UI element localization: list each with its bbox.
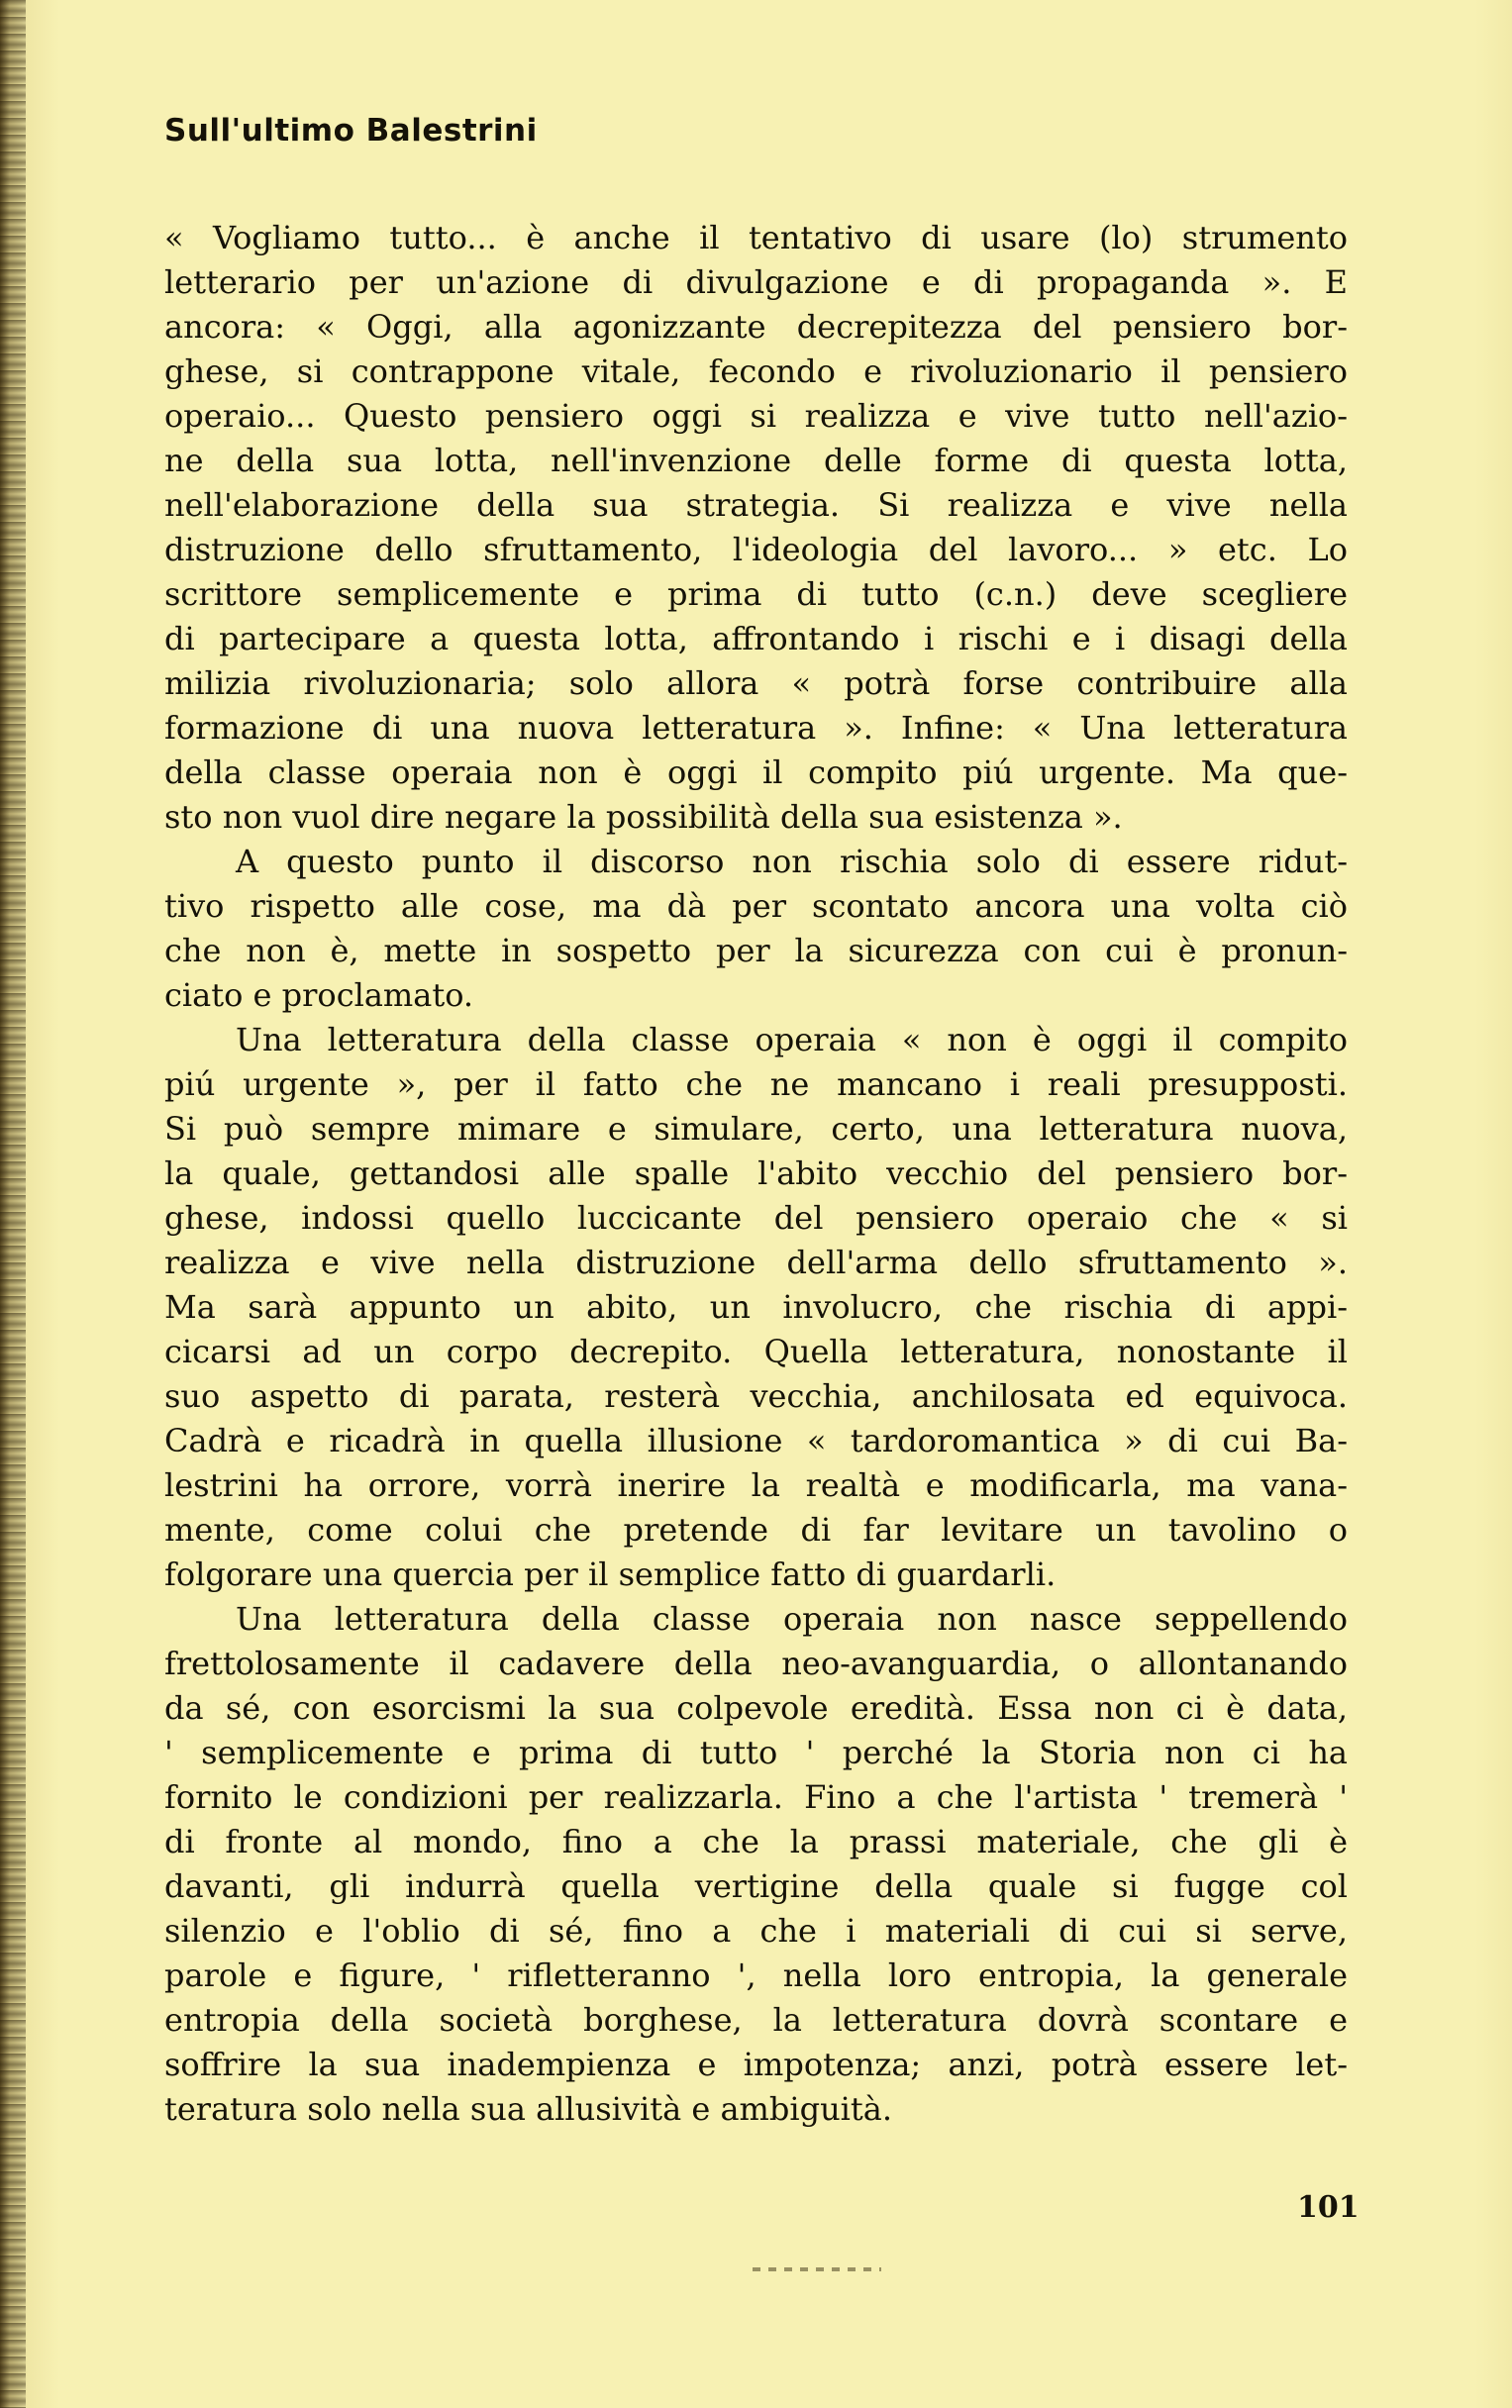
text-line: Ma sarà appunto un abito, un involucro, che rischia di appi- [164, 1288, 1348, 1326]
text-line: distruzione dello sfruttamento, l'ideologia del lavoro... » etc. Lo [164, 531, 1348, 568]
text-line: piú urgente », per il fatto che ne mancano i reali presupposti. [164, 1065, 1348, 1103]
text-line: da sé, con esorcismi la sua colpevole eredità. Essa non ci è data, [164, 1689, 1348, 1727]
text-line: frettolosamente il cadavere della neo-avanguardia, o allontanando [164, 1645, 1348, 1682]
text-line: realizza e vive nella distruzione dell'arma dello sfruttamento ». [164, 1244, 1348, 1281]
text-line: che non è, mette in sospetto per la sicurezza con cui è pronun- [164, 932, 1348, 969]
text-line: cicarsi ad un corpo decrepito. Quella letteratura, nonostante il [164, 1333, 1348, 1370]
page-number: 101 [1297, 2190, 1360, 2225]
text-line: scrittore semplicemente e prima di tutto (c.n.) deve scegliere [164, 575, 1348, 613]
text-line: nell'elaborazione della sua strategia. Si realizza e vive nella [164, 486, 1348, 524]
book-spine-shadow [0, 0, 26, 2408]
text-line: suo aspetto di parata, resterà vecchia, anchilosata ed equivoca. [164, 1377, 1348, 1415]
text-line: mente, come colui che pretende di far levitare un tavolino o [164, 1511, 1348, 1549]
text-line: entropia della società borghese, la letteratura dovrà scontare e [164, 2001, 1348, 2039]
text-line: ne della sua lotta, nell'invenzione delle forme di questa lotta, [164, 442, 1348, 479]
text-line: ghese, indossi quello luccicante del pensiero operaio che « si [164, 1199, 1348, 1237]
text-line: milizia rivoluzionaria; solo allora « potrà forse contribuire alla [164, 664, 1348, 702]
text-line: folgorare una quercia per il semplice fatto di guardarli. [164, 1555, 1057, 1593]
text-line: ghese, si contrappone vitale, fecondo e rivoluzionario il pensiero [164, 352, 1348, 390]
scan-smudge [753, 2267, 881, 2271]
text-line: soffrire la sua inadempienza e impotenza; anzi, potrà essere let- [164, 2046, 1348, 2083]
text-line: letterario per un'azione di divulgazione e di propaganda ». E [164, 263, 1348, 301]
text-line: ' semplicemente e prima di tutto ' perché la Storia non ci ha [164, 1734, 1348, 1771]
text-line: sto non vuol dire negare la possibilità della sua esistenza ». [164, 798, 1123, 836]
text-line: formazione di una nuova letteratura ». Infine: « Una letteratura [164, 709, 1348, 747]
text-line: teratura solo nella sua allusività e ambiguità. [164, 2090, 893, 2128]
text-line: Una letteratura della classe operaia non nasce seppellendo [236, 1600, 1348, 1638]
text-line: silenzio e l'oblio di sé, fino a che i materiali di cui si serve, [164, 1912, 1348, 1950]
body-text [164, 216, 1348, 2132]
text-line: ciato e proclamato. [164, 976, 474, 1014]
running-title: Sull'ultimo Balestrini [164, 113, 538, 149]
text-line: parole e figure, ' rifletteranno ', nella loro entropia, la generale [164, 1956, 1348, 1994]
text-line: di partecipare a questa lotta, affrontando i rischi e i disagi della [164, 620, 1348, 657]
text-line: Cadrà e ricadrà in quella illusione « tardoromantica » di cui Ba- [164, 1422, 1348, 1459]
text-line: operaio... Questo pensiero oggi si realizza e vive tutto nell'azio- [164, 397, 1348, 435]
text-line: A questo punto il discorso non rischia solo di essere ridut- [236, 843, 1348, 880]
text-line: davanti, gli indurrà quella vertigine della quale si fugge col [164, 1867, 1348, 1905]
text-line: la quale, gettandosi alle spalle l'abito vecchio del pensiero bor- [164, 1154, 1348, 1192]
text-line: fornito le condizioni per realizzarla. Fino a che l'artista ' tremerà ' [164, 1778, 1348, 1816]
text-line: della classe operaia non è oggi il compito piú urgente. Ma que- [164, 753, 1348, 791]
text-line: lestrini ha orrore, vorrà inerire la realtà e modificarla, ma vana- [164, 1466, 1348, 1504]
text-line: di fronte al mondo, fino a che la prassi materiale, che gli è [164, 1823, 1348, 1860]
text-line: Si può sempre mimare e simulare, certo, una letteratura nuova, [164, 1110, 1348, 1148]
text-line: ancora: « Oggi, alla agonizzante decrepitezza del pensiero bor- [164, 308, 1348, 346]
text-line: « Vogliamo tutto... è anche il tentativo di usare (lo) strumento [164, 219, 1348, 256]
text-line: tivo rispetto alle cose, ma dà per scontato ancora una volta ciò [164, 887, 1348, 925]
text-line: Una letteratura della classe operaia « non è oggi il compito [236, 1021, 1348, 1058]
